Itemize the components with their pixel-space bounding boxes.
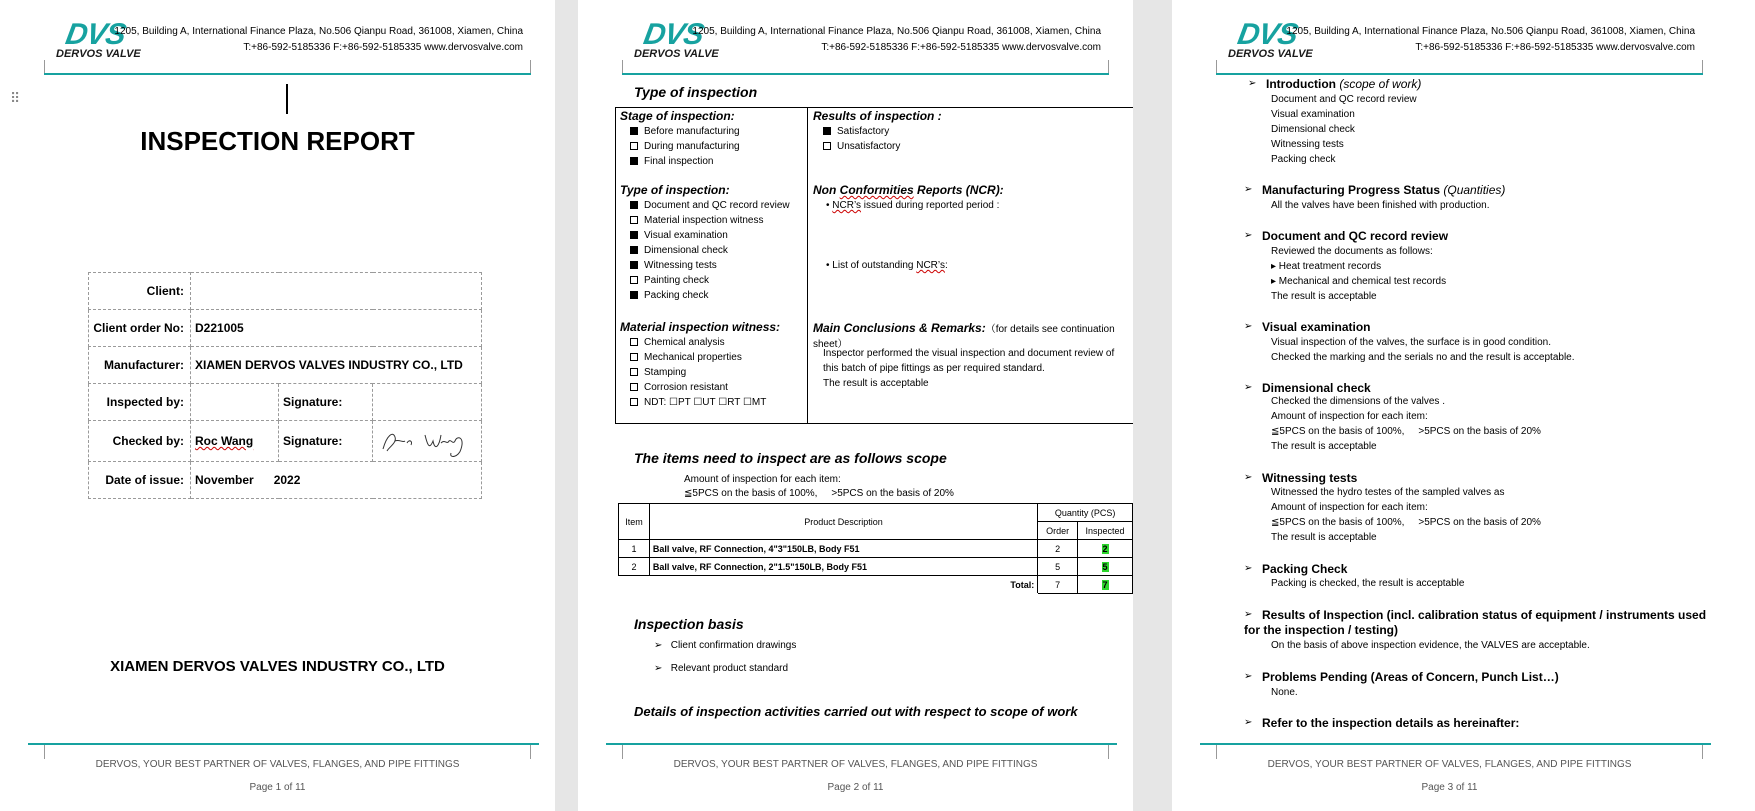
arrow-icon: ➢	[1244, 382, 1253, 393]
type-material-checkbox[interactable]: Material inspection witness	[630, 215, 764, 226]
page-2	[578, 0, 1133, 811]
basis-item: ➢ Client confirmation drawings	[654, 640, 797, 651]
visual-text-1: Visual inspection of the valves, the surface is in good condition.	[1271, 337, 1551, 348]
stage-final-checkbox[interactable]: Final inspection	[630, 156, 713, 167]
witness-title: Witnessing tests	[1262, 471, 1358, 485]
basis-heading: Inspection basis	[634, 616, 744, 632]
packing-title: Packing Check	[1262, 562, 1348, 576]
arrow-icon: ➢	[1244, 563, 1253, 574]
client-label: Client:	[89, 273, 191, 310]
arrow-icon: ➢	[1244, 184, 1253, 195]
results-text: On the basis of above inspection evidence, the VALVES are acceptable.	[1271, 640, 1590, 651]
dim-text-3: ≦5PCS on the basis of 100%, >5PCS on the basis of 20%	[1271, 426, 1541, 437]
header-contact: T:+86-592-5185336 F:+86-592-5185335 www.dervosvalve.com	[243, 42, 523, 53]
result-satisfactory-checkbox[interactable]: Satisfactory	[823, 126, 889, 137]
text-cursor	[286, 84, 288, 114]
date-of-issue-label: Date of issue:	[89, 462, 191, 499]
order-label: Client order No:	[89, 310, 191, 347]
row-item: 2	[619, 558, 650, 576]
crop-mark	[530, 60, 531, 74]
problems-title: Problems Pending (Areas of Concern, Punch List…)	[1262, 670, 1559, 684]
row-desc: Ball valve, RF Connection, 4"3"150LB, Body F51	[649, 540, 1037, 558]
order-value[interactable]: D221005	[191, 310, 482, 347]
inspected-by-label: Inspected by:	[89, 384, 191, 421]
arrow-icon: ➢	[654, 663, 663, 674]
inspected-by-value[interactable]	[191, 384, 279, 421]
refer-title: Refer to the inspection details as hereinafter:	[1262, 716, 1520, 730]
footer-rule	[28, 743, 539, 745]
conclusion-line-2: this batch of pipe fittings as per required standard.	[823, 363, 1045, 374]
page-header	[578, 0, 1133, 80]
page-number: Page 1 of 11	[249, 782, 306, 793]
stage-before-checkbox[interactable]: Before manufacturing	[630, 126, 740, 137]
logo-name: DERVOS VALVE	[1228, 48, 1313, 60]
type-doc-checkbox[interactable]: Document and QC record review	[630, 200, 790, 211]
col-item-header: Item	[619, 504, 650, 540]
pack-text: Packing is checked, the result is acceptable	[1271, 578, 1465, 589]
client-value[interactable]	[191, 273, 482, 310]
type-witness-checkbox[interactable]: Witnessing tests	[630, 260, 717, 271]
arrow-icon: ➢	[654, 640, 663, 651]
header-address: 1205, Building A, International Finance Plaza, No.506 Qianpu Road, 361008, Xiamen, China	[1286, 26, 1695, 37]
footer-rule	[606, 743, 1117, 745]
dim-text-2: Amount of inspection for each item:	[1271, 411, 1428, 422]
logo-name: DERVOS VALVE	[634, 48, 719, 60]
material-mechanical-checkbox[interactable]: Mechanical properties	[630, 352, 742, 363]
col-qty-header: Quantity (PCS)	[1038, 504, 1133, 522]
col-inspected-header: Inspected	[1078, 522, 1133, 540]
page-header	[1172, 0, 1755, 80]
arrow-icon: ➢	[1244, 717, 1253, 728]
date-of-issue-value[interactable]: November 2022	[191, 462, 482, 499]
handwritten-signature	[377, 421, 477, 461]
page-1	[0, 0, 555, 811]
crop-mark	[1216, 745, 1217, 759]
material-stamping-checkbox[interactable]: Stamping	[630, 367, 686, 378]
intro-item: Witnessing tests	[1271, 139, 1344, 150]
header-rule	[1216, 73, 1703, 75]
signature-label: Signature:	[279, 384, 373, 421]
mps-text: All the valves have been finished with production.	[1271, 200, 1490, 211]
crop-mark	[1702, 60, 1703, 74]
arrow-icon: ➢	[1244, 472, 1253, 483]
arrow-icon: ➢	[1244, 609, 1253, 620]
intro-item: Packing check	[1271, 154, 1336, 165]
header-contact: T:+86-592-5185336 F:+86-592-5185335 www.dervosvalve.com	[1415, 42, 1695, 53]
crop-mark	[1108, 60, 1109, 74]
intro-item: Dimensional check	[1271, 124, 1355, 135]
visual-title: Visual examination	[1262, 320, 1371, 334]
crop-mark	[1108, 745, 1109, 759]
type-dimensional-checkbox[interactable]: Dimensional check	[630, 245, 728, 256]
manufacturer-value[interactable]: XIAMEN DERVOS VALVES INDUSTRY CO., LTD	[191, 347, 482, 384]
row-desc: Ball valve, RF Connection, 2"1.5"150LB, Body F51	[649, 558, 1037, 576]
crop-mark	[44, 745, 45, 759]
type-painting-checkbox[interactable]: Painting check	[630, 275, 709, 286]
report-info-table	[88, 272, 482, 499]
drag-handle-icon[interactable]: ⠿	[10, 91, 21, 107]
intro-item: Visual examination	[1271, 109, 1355, 120]
company-logo	[56, 18, 156, 62]
total-label: Total:	[619, 576, 1038, 594]
page-number: Page 3 of 11	[1421, 782, 1478, 793]
checked-by-value[interactable]	[191, 421, 279, 462]
signature-label-2: Signature:	[279, 421, 373, 462]
arrow-icon: ➢	[1248, 78, 1257, 89]
type-sub-heading: Type of inspection:	[620, 183, 730, 197]
header-address: 1205, Building A, International Finance Plaza, No.506 Qianpu Road, 361008, Xiamen, China	[692, 26, 1101, 37]
dim-text-4: The result is acceptable	[1271, 441, 1377, 452]
material-heading: Material inspection witness:	[620, 320, 781, 334]
type-of-inspection-heading: Type of inspection	[634, 84, 758, 100]
ncr-issued-line: • NCR’s issued during reported period :	[826, 200, 1000, 211]
scope-line-1: Amount of inspection for each item:	[684, 474, 841, 485]
footer-slogan: DERVOS, YOUR BEST PARTNER OF VALVES, FLANGES, AND PIPE FITTINGS	[673, 759, 1038, 770]
dim-text-1: Checked the dimensions of the valves .	[1271, 396, 1445, 407]
wit-text-3: ≦5PCS on the basis of 100%, >5PCS on the basis of 20%	[1271, 517, 1541, 528]
company-logo	[1228, 18, 1328, 62]
report-title: INSPECTION REPORT	[140, 126, 415, 156]
footer-rule	[1200, 743, 1711, 745]
arrow-icon: ➢	[1244, 230, 1253, 241]
doc-text-2: The result is acceptable	[1271, 291, 1377, 302]
company-name: XIAMEN DERVOS VALVES INDUSTRY CO., LTD	[110, 658, 445, 675]
doc-title: Document and QC record review	[1262, 229, 1449, 243]
visual-text-2: Checked the marking and the serials no and the result is acceptable.	[1271, 352, 1575, 363]
arrow-icon: ➢	[1244, 671, 1253, 682]
doc-bullet-2: ▸ Mechanical and chemical test records	[1271, 276, 1447, 287]
stage-heading: Stage of inspection:	[620, 109, 735, 123]
crop-mark	[44, 60, 45, 74]
items-table	[618, 503, 1133, 594]
checked-by-label: Checked by:	[89, 421, 191, 462]
conclusion-line-3: The result is acceptable	[823, 378, 929, 389]
crop-mark	[622, 60, 623, 74]
doc-bullet-1: ▸ Heat treatment records	[1271, 261, 1382, 272]
result-unsatisfactory-checkbox[interactable]: Unsatisfactory	[823, 141, 900, 152]
mps-title: Manufacturing Progress Status (Quantities)	[1262, 183, 1506, 197]
doc-text-1: Reviewed the documents as follows:	[1271, 246, 1433, 257]
table-total-row	[619, 576, 1133, 594]
wit-text-1: Witnessed the hydro testes of the sampled valves as	[1271, 487, 1505, 498]
ncr-heading: Non Conformities Reports (NCR):	[813, 183, 1004, 197]
page-header	[0, 0, 555, 80]
details-heading: Details of inspection activities carried out with respect to scope of work	[634, 704, 1078, 719]
crop-mark	[1216, 60, 1217, 74]
table-row	[619, 558, 1133, 576]
total-order: 7	[1038, 576, 1078, 594]
logo-mark: DVS	[641, 18, 706, 51]
conclusions-heading: Main Conclusions & Remarks:（for details see continuation sheet）	[813, 321, 1115, 350]
signature-field-2[interactable]	[373, 421, 482, 462]
logo-mark: DVS	[1235, 18, 1300, 51]
scope-line-2: ≦5PCS on the basis of 100%, >5PCS on the basis of 20%	[684, 488, 954, 499]
inspection-summary-box	[615, 107, 1133, 424]
row-order: 2	[1038, 540, 1078, 558]
footer-slogan: DERVOS, YOUR BEST PARTNER OF VALVES, FLANGES, AND PIPE FITTINGS	[1267, 759, 1632, 770]
wit-text-4: The result is acceptable	[1271, 532, 1377, 543]
page-3	[1172, 0, 1755, 811]
table-row	[619, 540, 1133, 558]
basis-item: ➢ Relevant product standard	[654, 663, 789, 674]
signature-field[interactable]	[373, 384, 482, 421]
crop-mark	[1702, 745, 1703, 759]
checked-by-name: Roc Wang	[195, 434, 254, 448]
results-heading: Results of inspection :	[813, 109, 942, 123]
arrow-icon: ➢	[1244, 321, 1253, 332]
row-item: 1	[619, 540, 650, 558]
results-title-2: for the inspection / testing)	[1244, 623, 1399, 637]
logo-name: DERVOS VALVE	[56, 48, 141, 60]
header-rule	[622, 73, 1109, 75]
header-address: 1205, Building A, International Finance Plaza, No.506 Qianpu Road, 361008, Xiamen, China	[114, 26, 523, 37]
results-title-1: Results of Inspection (incl. calibration status of equipment / instruments used	[1262, 608, 1707, 622]
material-ndt-checkbox[interactable]: NDT: ☐PT ☐UT ☐RT ☐MT	[630, 397, 766, 408]
conclusion-line-1: Inspector performed the visual inspection and document review of	[823, 348, 1115, 359]
scope-heading: The items need to inspect are as follows scope	[634, 450, 947, 466]
manufacturer-label: Manufacturer:	[89, 347, 191, 384]
page-number: Page 2 of 11	[827, 782, 884, 793]
dimensional-title: Dimensional check	[1262, 381, 1371, 395]
row-inspected: 5	[1078, 558, 1133, 576]
problems-text: None.	[1271, 687, 1298, 698]
intro-title: Introduction (scope of work)	[1266, 77, 1422, 91]
crop-mark	[530, 745, 531, 759]
column-divider	[807, 108, 808, 423]
col-order-header: Order	[1038, 522, 1078, 540]
header-rule	[44, 73, 531, 75]
col-desc-header: Product Description	[649, 504, 1037, 540]
crop-mark	[622, 745, 623, 759]
header-contact: T:+86-592-5185336 F:+86-592-5185335 www.dervosvalve.com	[821, 42, 1101, 53]
wit-text-2: Amount of inspection for each item:	[1271, 502, 1428, 513]
row-inspected: 2	[1078, 540, 1133, 558]
material-chemical-checkbox[interactable]: Chemical analysis	[630, 337, 725, 348]
total-inspected: 7	[1078, 576, 1133, 594]
intro-item: Document and QC record review	[1271, 94, 1417, 105]
material-corrosion-checkbox[interactable]: Corrosion resistant	[630, 382, 728, 393]
stage-during-checkbox[interactable]: During manufacturing	[630, 141, 740, 152]
row-order: 5	[1038, 558, 1078, 576]
company-logo	[634, 18, 734, 62]
ncr-outstanding-line: • List of outstanding NCR’s:	[826, 260, 948, 271]
type-visual-checkbox[interactable]: Visual examination	[630, 230, 728, 241]
logo-mark: DVS	[63, 18, 128, 51]
type-packing-checkbox[interactable]: Packing check	[630, 290, 708, 301]
footer-slogan: DERVOS, YOUR BEST PARTNER OF VALVES, FLANGES, AND PIPE FITTINGS	[95, 759, 460, 770]
